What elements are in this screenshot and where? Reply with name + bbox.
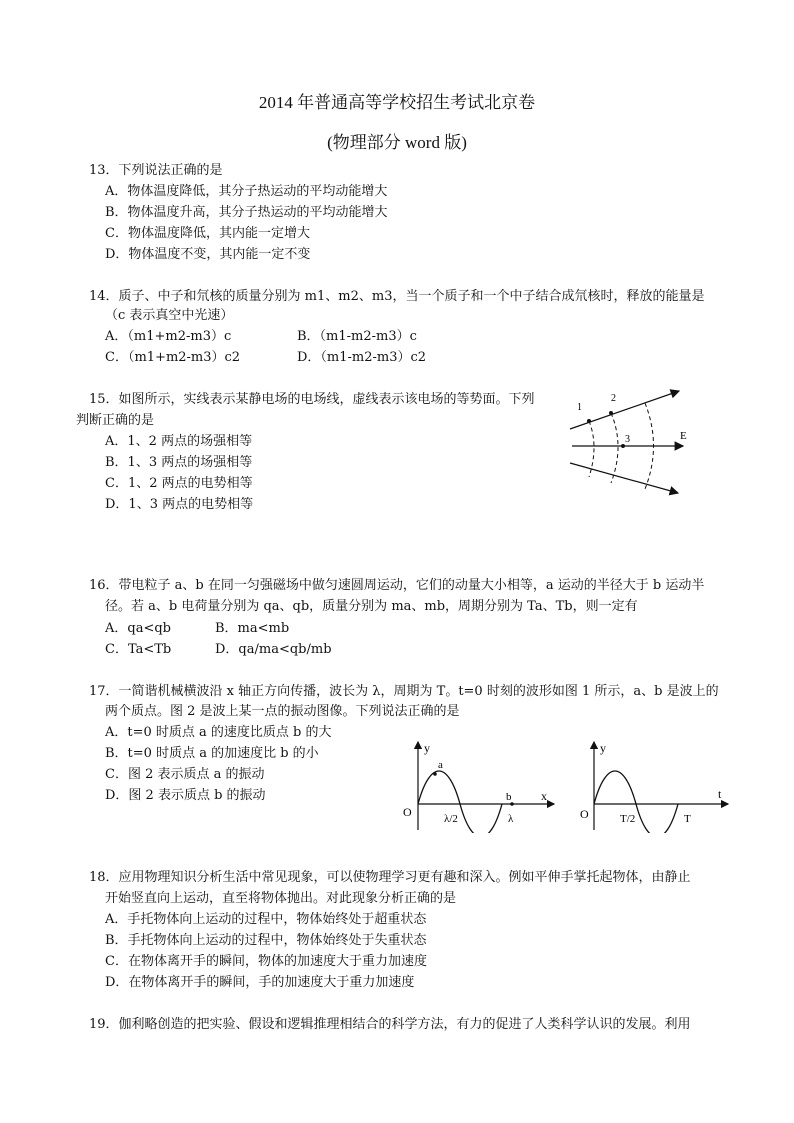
- fig1-label-a: a: [438, 759, 443, 771]
- point-1: [587, 419, 591, 423]
- q17-option-b: B．t=0 时质点 a 的加速度比 b 的小: [105, 746, 319, 761]
- exam-title: 2014 年普通高等学校招生考试北京卷: [258, 93, 536, 112]
- label-1: 1: [577, 402, 582, 413]
- fig1-point-a: [433, 772, 437, 776]
- q17-option-d: D．图 2 表示质点 b 的振动: [105, 788, 266, 803]
- q16-option-d: D．qa/ma<qb/mb: [215, 642, 332, 657]
- q18-option-d: D．在物体离开手的瞬间，手的加速度大于重力加速度: [105, 975, 415, 990]
- wave-figure-1: [400, 738, 560, 833]
- q19-stem-line1: 19．伽利略创造的把实验、假设和逻辑推理相结合的科学方法，有力的促进了人类科学认识的发展。利用: [89, 1017, 691, 1032]
- fig1-label-full: λ: [508, 813, 514, 825]
- q18-stem-line1: 18．应用物理知识分析生活中常见现象，可以使物理学习更有趣和深入。例如平伸手掌托起物体，由静止: [89, 870, 691, 885]
- q18-stem-line2: 开始竖直向上运动，直至将物体抛出。对此现象分析正确的是: [105, 891, 457, 906]
- q15-option-d: D．1、3 两点的电势相等: [105, 497, 254, 512]
- fig1-label-x: x: [541, 789, 547, 803]
- q14-option-d: D．（m1-m2-m3）c2: [297, 350, 427, 365]
- label-e: E: [680, 430, 687, 442]
- q13-option-c: C．物体温度降低，其内能一定增大: [105, 226, 310, 241]
- q13-option-a: A．物体温度降低，其分子热运动的平均动能增大: [105, 184, 388, 199]
- q13-option-d: D．物体温度不变，其内能一定不变: [105, 247, 311, 262]
- q18-option-a: A．手托物体向上运动的过程中，物体始终处于超重状态: [105, 912, 427, 927]
- fig1-label-y: y: [424, 741, 430, 755]
- q14-stem-line2: （c 表示真空中光速）: [105, 308, 234, 323]
- q15-stem-line1: 15．如图所示，实线表示某静电场的电场线，虚线表示该电场的等势面。下列: [89, 392, 535, 407]
- exam-subtitle: (物理部分 word 版): [327, 133, 467, 152]
- q13-stem: 13．下列说法正确的是: [89, 163, 223, 178]
- equipotential-2: [611, 413, 618, 483]
- q17-stem-line1: 17．一简谐机械横波沿 x 轴正方向传播，波长为 λ，周期为 T。t=0 时刻的波形如图 1 所示，a、b 是波上的: [89, 684, 719, 699]
- q16-option-c: C．Ta<Tb: [105, 642, 172, 657]
- q14-option-c: C．（m1+m2-m3）c2: [105, 350, 241, 365]
- label-2: 2: [611, 393, 616, 404]
- q13-option-b: B．物体温度升高，其分子热运动的平均动能增大: [105, 205, 388, 220]
- q18-option-c: C．在物体离开手的瞬间，物体的加速度大于重力加速度: [105, 954, 427, 969]
- field-line-top: [570, 391, 679, 429]
- q15-stem-line2: 判断正确的是: [76, 413, 155, 428]
- fig2-label-t: t: [718, 787, 722, 801]
- q15-option-a: A．1、2 两点的场强相等: [105, 434, 253, 449]
- fig1-label-b: b: [506, 791, 512, 803]
- wave-figure-2: [578, 738, 732, 833]
- q16-stem-line2: 径。若 a、b 电荷量分别为 qa、qb，质量分别为 ma、mb，周期分别为 Ta、Tb，则一定有: [105, 599, 638, 614]
- point-2: [609, 411, 613, 415]
- q15-option-b: B．1、3 两点的场强相等: [105, 455, 253, 470]
- fig1-label-half: λ/2: [444, 813, 458, 825]
- fig1-label-o: O: [403, 805, 412, 819]
- q14-option-b: B．（m1-m2-m3）c: [297, 329, 417, 344]
- fig2-vibration-curve: [594, 771, 678, 833]
- fig2-label-y: y: [600, 741, 606, 755]
- q16-stem-line1: 16．带电粒子 a、b 在同一匀强磁场中做匀速圆周运动，它们的动量大小相等，a 运动的半径大于 b 运动半: [89, 578, 705, 593]
- label-3: 3: [625, 434, 630, 445]
- fig1-waveform: [418, 771, 502, 833]
- q14-option-a: A．（m1+m2-m3）c: [105, 329, 232, 344]
- q17-option-c: C．图 2 表示质点 a 的振动: [105, 767, 265, 782]
- q16-option-b: B．ma<mb: [215, 621, 290, 636]
- q18-option-b: B．手托物体向上运动的过程中，物体始终处于失重状态: [105, 933, 427, 948]
- fig2-label-full: T: [684, 813, 691, 825]
- fig2-label-half: T/2: [620, 813, 636, 825]
- fig2-label-o: O: [580, 807, 589, 821]
- electric-field-diagram: [565, 385, 695, 500]
- q15-option-c: C．1、2 两点的电势相等: [105, 476, 253, 491]
- q17-option-a: A．t=0 时质点 a 的速度比质点 b 的大: [105, 725, 332, 740]
- q16-option-a: A．qa<qb: [105, 621, 171, 636]
- q17-stem-line2: 两个质点。图 2 是波上某一点的振动图像。下列说法正确的是: [105, 704, 460, 719]
- q14-stem-line1: 14．质子、中子和氘核的质量分别为 m1、m2、m3，当一个质子和一个中子结合成氘核时，释放的能量是: [89, 289, 705, 304]
- field-line-bottom: [570, 463, 678, 493]
